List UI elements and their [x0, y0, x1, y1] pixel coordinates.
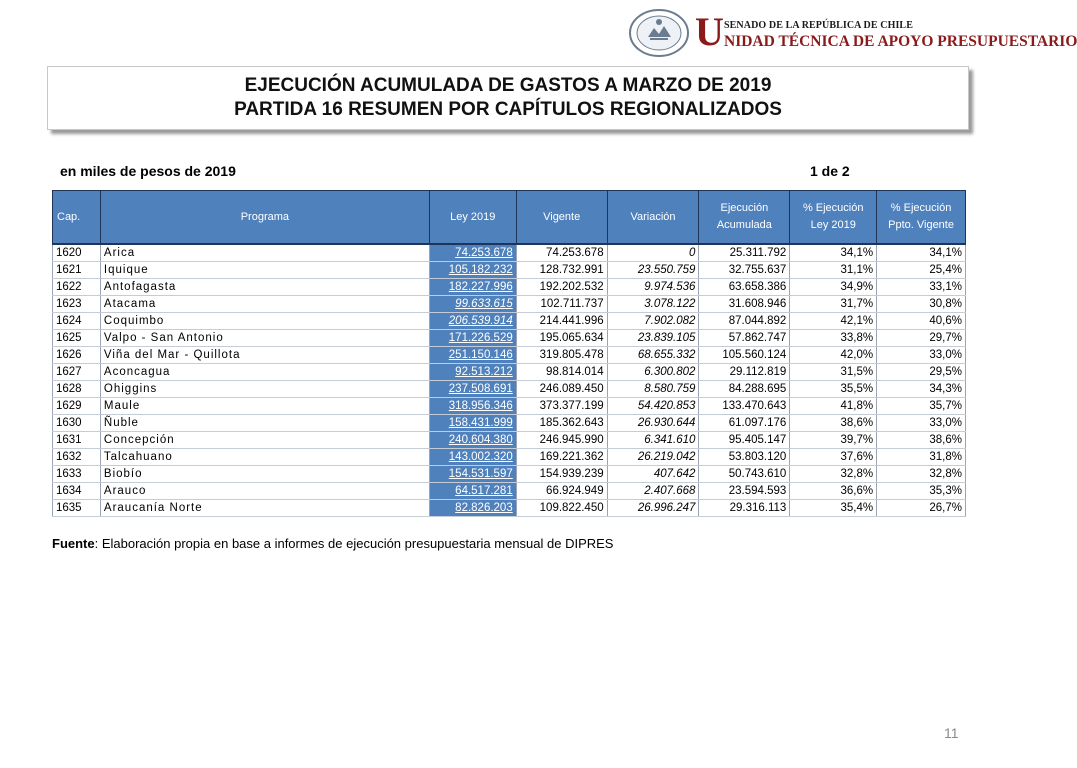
cell-programa: Atacama	[100, 296, 429, 313]
cell-pct-vigente: 29,5%	[877, 364, 966, 381]
cell-ley: 82.826.203	[429, 500, 516, 517]
budget-table	[52, 190, 966, 517]
cell-cap: 1628	[53, 381, 101, 398]
cell-pct-vigente: 25,4%	[877, 262, 966, 279]
cell-ejecucion: 53.803.120	[699, 449, 790, 466]
cell-pct-ley: 31,5%	[790, 364, 877, 381]
title-line-1: EJECUCIÓN ACUMULADA DE GASTOS A MARZO DE 2019	[244, 75, 772, 96]
cell-variacion: 0	[607, 244, 699, 262]
cell-vigente: 373.377.199	[516, 398, 607, 415]
cell-pct-ley: 36,6%	[790, 483, 877, 500]
cell-variacion: 7.902.082	[607, 313, 699, 330]
table-row	[53, 279, 966, 296]
header-pct-ley-l1: % Ejecución	[802, 202, 864, 214]
cell-pct-vigente: 34,3%	[877, 381, 966, 398]
cell-vigente: 319.805.478	[516, 347, 607, 364]
header-ley: Ley 2019	[429, 191, 516, 245]
cell-ley: 182.227.996	[429, 279, 516, 296]
cell-ejecucion: 29.112.819	[699, 364, 790, 381]
header-ejecucion	[699, 191, 790, 245]
table-row	[53, 466, 966, 483]
brand-letter-u: U	[695, 9, 724, 54]
cell-vigente: 128.732.991	[516, 262, 607, 279]
cell-ejecucion: 84.288.695	[699, 381, 790, 398]
cell-vigente: 154.939.239	[516, 466, 607, 483]
cell-ley: 154.531.597	[429, 466, 516, 483]
cell-ley: 237.508.691	[429, 381, 516, 398]
cell-vigente: 214.441.996	[516, 313, 607, 330]
cell-pct-ley: 31,1%	[790, 262, 877, 279]
cell-pct-vigente: 35,3%	[877, 483, 966, 500]
cell-cap: 1629	[53, 398, 101, 415]
cell-ley: 99.633.615	[429, 296, 516, 313]
header-pct-ley	[790, 191, 877, 245]
cell-vigente: 246.945.990	[516, 432, 607, 449]
cell-ley: 318.956.346	[429, 398, 516, 415]
cell-cap: 1632	[53, 449, 101, 466]
cell-ley: 206.539.914	[429, 313, 516, 330]
cell-variacion: 2.407.668	[607, 483, 699, 500]
cell-programa: Viña del Mar - Quillota	[100, 347, 429, 364]
brand-line-senado: SENADO DE LA REPÚBLICA DE CHILE	[724, 20, 913, 31]
cell-pct-vigente: 32,8%	[877, 466, 966, 483]
table-row	[53, 262, 966, 279]
header-programa: Programa	[100, 191, 429, 245]
cell-vigente: 195.065.634	[516, 330, 607, 347]
cell-pct-ley: 31,7%	[790, 296, 877, 313]
cell-ley: 158.431.999	[429, 415, 516, 432]
cell-variacion: 23.839.105	[607, 330, 699, 347]
cell-pct-vigente: 26,7%	[877, 500, 966, 517]
table-header-row	[53, 191, 966, 245]
header-pct-vig-l1: % Ejecución	[890, 202, 952, 214]
source-note	[52, 536, 613, 551]
cell-programa: Arica	[100, 244, 429, 262]
table-row	[53, 432, 966, 449]
cell-pct-ley: 34,9%	[790, 279, 877, 296]
cell-cap: 1625	[53, 330, 101, 347]
title-line-2: PARTIDA 16 RESUMEN POR CAPÍTULOS REGIONALIZADOS	[234, 99, 782, 120]
page-of-label: 1 de 2	[810, 163, 850, 179]
cell-pct-ley: 32,8%	[790, 466, 877, 483]
cell-variacion: 9.974.536	[607, 279, 699, 296]
header-cap: Cap.	[53, 191, 101, 245]
cell-variacion: 6.341.610	[607, 432, 699, 449]
table-row	[53, 296, 966, 313]
cell-ejecucion: 23.594.593	[699, 483, 790, 500]
cell-ley: 74.253.678	[429, 244, 516, 262]
cell-variacion: 23.550.759	[607, 262, 699, 279]
cell-pct-vigente: 30,8%	[877, 296, 966, 313]
cell-programa: Valpo - San Antonio	[100, 330, 429, 347]
table-row	[53, 415, 966, 432]
table-row	[53, 381, 966, 398]
cell-programa: Iquique	[100, 262, 429, 279]
cell-pct-vigente: 31,8%	[877, 449, 966, 466]
header-pct-ley-l2: Ley 2019	[810, 219, 856, 231]
header-ejecucion-l2: Acumulada	[716, 219, 772, 231]
cell-ejecucion: 25.311.792	[699, 244, 790, 262]
cell-ley: 64.517.281	[429, 483, 516, 500]
page-number: 11	[944, 725, 959, 741]
units-label: en miles de pesos de 2019	[60, 163, 236, 179]
cell-pct-ley: 33,8%	[790, 330, 877, 347]
table-row	[53, 330, 966, 347]
cell-pct-ley: 41,8%	[790, 398, 877, 415]
cell-variacion: 26.930.644	[607, 415, 699, 432]
cell-cap: 1624	[53, 313, 101, 330]
cell-ley: 92.513.212	[429, 364, 516, 381]
cell-cap: 1626	[53, 347, 101, 364]
cell-cap: 1623	[53, 296, 101, 313]
cell-ejecucion: 61.097.176	[699, 415, 790, 432]
cell-ejecucion: 29.316.113	[699, 500, 790, 517]
cell-pct-vigente: 33,0%	[877, 347, 966, 364]
brand-line-unidad: NIDAD TÉCNICA DE APOYO PRESUPUESTARIO	[724, 33, 1077, 50]
cell-ejecucion: 105.560.124	[699, 347, 790, 364]
cell-pct-vigente: 33,0%	[877, 415, 966, 432]
header-ejecucion-l1: Ejecución	[720, 202, 769, 214]
cell-variacion: 54.420.853	[607, 398, 699, 415]
cell-ejecucion: 31.608.946	[699, 296, 790, 313]
senado-seal-icon	[628, 8, 690, 58]
senado-logo	[628, 8, 1077, 60]
cell-ejecucion: 95.405.147	[699, 432, 790, 449]
table-row	[53, 449, 966, 466]
cell-variacion: 26.996.247	[607, 500, 699, 517]
table-row	[53, 500, 966, 517]
cell-vigente: 185.362.643	[516, 415, 607, 432]
cell-ley: 143.002.320	[429, 449, 516, 466]
source-label: Fuente	[52, 536, 95, 551]
cell-programa: Aconcagua	[100, 364, 429, 381]
cell-vigente: 66.924.949	[516, 483, 607, 500]
cell-pct-ley: 39,7%	[790, 432, 877, 449]
cell-pct-vigente: 40,6%	[877, 313, 966, 330]
cell-ley: 240.604.380	[429, 432, 516, 449]
cell-variacion: 68.655.332	[607, 347, 699, 364]
table-row	[53, 398, 966, 415]
cell-cap: 1631	[53, 432, 101, 449]
header-vigente: Vigente	[516, 191, 607, 245]
cell-pct-ley: 42,0%	[790, 347, 877, 364]
cell-pct-ley: 42,1%	[790, 313, 877, 330]
cell-ejecucion: 133.470.643	[699, 398, 790, 415]
cell-ejecucion: 87.044.892	[699, 313, 790, 330]
cell-pct-ley: 38,6%	[790, 415, 877, 432]
header-variacion: Variación	[607, 191, 699, 245]
cell-ejecucion: 57.862.747	[699, 330, 790, 347]
cell-variacion: 8.580.759	[607, 381, 699, 398]
cell-pct-vigente: 29,7%	[877, 330, 966, 347]
cell-programa: Antofagasta	[100, 279, 429, 296]
cell-pct-ley: 37,6%	[790, 449, 877, 466]
cell-pct-ley: 35,5%	[790, 381, 877, 398]
cell-pct-vigente: 38,6%	[877, 432, 966, 449]
table-row	[53, 244, 966, 262]
cell-programa: Concepción	[100, 432, 429, 449]
table-row	[53, 313, 966, 330]
cell-programa: Maule	[100, 398, 429, 415]
cell-programa: Arauco	[100, 483, 429, 500]
cell-cap: 1634	[53, 483, 101, 500]
table-row	[53, 347, 966, 364]
cell-cap: 1620	[53, 244, 101, 262]
cell-programa: Araucanía Norte	[100, 500, 429, 517]
cell-cap: 1630	[53, 415, 101, 432]
cell-vigente: 98.814.014	[516, 364, 607, 381]
cell-cap: 1635	[53, 500, 101, 517]
cell-programa: Coquimbo	[100, 313, 429, 330]
cell-pct-vigente: 33,1%	[877, 279, 966, 296]
table-row	[53, 483, 966, 500]
header-pct-vigente	[877, 191, 966, 245]
cell-vigente: 169.221.362	[516, 449, 607, 466]
cell-ejecucion: 32.755.637	[699, 262, 790, 279]
cell-variacion: 3.078.122	[607, 296, 699, 313]
cell-pct-vigente: 34,1%	[877, 244, 966, 262]
cell-variacion: 407.642	[607, 466, 699, 483]
cell-variacion: 26.219.042	[607, 449, 699, 466]
cell-ejecucion: 50.743.610	[699, 466, 790, 483]
title-box	[47, 66, 969, 130]
cell-programa: Ñuble	[100, 415, 429, 432]
cell-cap: 1633	[53, 466, 101, 483]
cell-ley: 105.182.232	[429, 262, 516, 279]
cell-programa: Talcahuano	[100, 449, 429, 466]
cell-pct-ley: 34,1%	[790, 244, 877, 262]
cell-vigente: 192.202.532	[516, 279, 607, 296]
cell-ejecucion: 63.658.386	[699, 279, 790, 296]
cell-cap: 1627	[53, 364, 101, 381]
cell-ley: 171.226.529	[429, 330, 516, 347]
cell-variacion: 6.300.802	[607, 364, 699, 381]
cell-ley: 251.150.146	[429, 347, 516, 364]
table-row	[53, 364, 966, 381]
cell-programa: Ohiggins	[100, 381, 429, 398]
header-pct-vig-l2: Ppto. Vigente	[888, 219, 954, 231]
cell-vigente: 109.822.450	[516, 500, 607, 517]
cell-pct-ley: 35,4%	[790, 500, 877, 517]
cell-programa: Biobío	[100, 466, 429, 483]
cell-vigente: 246.089.450	[516, 381, 607, 398]
cell-vigente: 74.253.678	[516, 244, 607, 262]
source-text: : Elaboración propia en base a informes de ejecución presupuestaria mensual de DIPRES	[94, 536, 614, 551]
cell-pct-vigente: 35,7%	[877, 398, 966, 415]
cell-cap: 1621	[53, 262, 101, 279]
cell-cap: 1622	[53, 279, 101, 296]
cell-vigente: 102.711.737	[516, 296, 607, 313]
